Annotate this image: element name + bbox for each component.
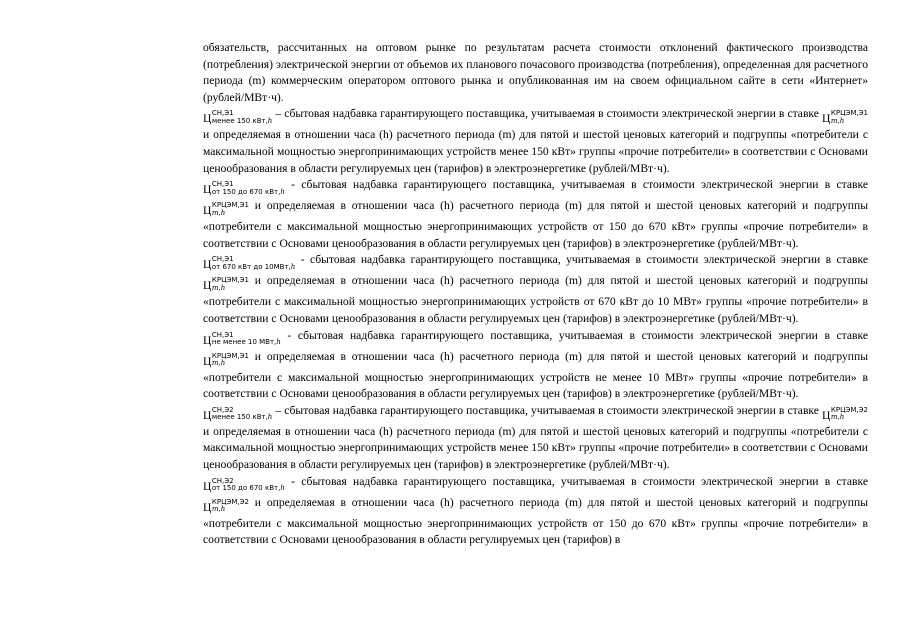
definition-text: и определяемая в отношении часа (h) расчетного периода (m) для пятой и шестой ценовых категорий и подгруппы «потребители с максимальной мощностью энергопринимающих устройств от 670 кВт до 10 МВт» группы «прочие потребители» в соответствии с Основами ценообразования в области регулируемых цен (тарифов) в электроэнергетике (рублей/МВт·ч).	[203, 274, 868, 325]
markup-symbol-formula	[203, 476, 285, 495]
krcem-symbol-subscript: m,h	[211, 505, 226, 513]
markup-symbol-subscript-h: h	[290, 262, 296, 271]
markup-symbol-symbol: Ц	[203, 479, 212, 493]
markup-symbol-subscript: от 150 до 670 кВт,	[211, 187, 281, 196]
markup-symbol-subscript-h: h	[267, 413, 273, 422]
markup-symbol-subscript: не менее 10 МВт,	[211, 338, 277, 347]
krcem-symbol-symbol: Ц	[203, 354, 212, 368]
definition-lead: – сбытовая надбавка гарантирующего поставщика, учитываемая в стоимости электрической энергии в ставке	[272, 403, 822, 417]
krcem-symbol-superscript: КРЦЭМ,Э2	[211, 497, 249, 506]
krcem-symbol-subscript-line	[831, 118, 868, 126]
krcem-symbol-formula	[822, 111, 868, 127]
definition-paragraph	[203, 177, 868, 252]
krcem-symbol-subscript: m,h	[211, 208, 226, 217]
krcem-symbol-indices	[831, 110, 868, 125]
markup-symbol-subscript-line	[212, 339, 281, 347]
krcem-symbol-subscript-line	[212, 360, 249, 368]
markup-symbol-subscript-line	[212, 118, 272, 126]
krcem-symbol-symbol: Ц	[822, 112, 831, 126]
definition-text: и определяемая в отношении часа (h) расчетного периода (m) для пятой и шестой ценовых категорий и подгруппы «потребители с максимальной мощностью энергопринимающих устройств от 150 до 670 кВт» группы «прочие потребители» в соответствии с Основами ценообразования в области регулируемых цен (тарифов) в электроэнергетике (рублей/МВт·ч).	[203, 199, 868, 250]
krcem-symbol-formula	[203, 351, 249, 370]
document-body	[203, 40, 868, 549]
definition-text: и определяемая в отношении часа (h) расчетного периода (m) для пятой и шестой ценовых категорий и подгруппы «потребители с максимальной мощностью энергопринимающих устройств от 150 до 670 кВт» группы «прочие потребители» в соответствии с Основами ценообразования в области регулируемых цен (тарифов) в	[203, 495, 868, 547]
markup-symbol-formula	[203, 405, 273, 424]
definition-lead: - сбытовая надбавка гарантирующего поставщика, учитываемая в стоимости электрической энергии в ставке	[295, 253, 868, 267]
markup-symbol-superscript: СН,Э2	[211, 405, 234, 414]
krcem-symbol-symbol: Ц	[822, 408, 831, 422]
markup-symbol-subscript: менее 150 кВт,	[211, 413, 268, 422]
markup-symbol-subscript-h: h	[280, 484, 285, 492]
markup-symbol-formula	[203, 111, 272, 127]
markup-symbol-subscript: менее 150 кВт,	[211, 116, 268, 125]
markup-symbol-symbol: Ц	[203, 258, 212, 272]
markup-symbol-superscript: СН,Э2	[211, 476, 234, 485]
markup-symbol-symbol: Ц	[203, 112, 212, 126]
markup-symbol-subscript-h: h	[280, 187, 285, 196]
definition-paragraph	[203, 328, 868, 403]
definition-paragraph	[203, 252, 868, 327]
definition-lead: - сбытовая надбавка гарантирующего поставщика, учитываемая в стоимости электрической энергии в ставке	[280, 328, 868, 342]
markup-symbol-superscript: СН,Э1	[211, 109, 234, 118]
definition-text: и определяемая в отношении часа (h) расчетного периода (m) для пятой и шестой ценовых категорий и подгруппы «потребители с максимальной мощностью энергопринимающих устройств менее 150 кВт» группы «прочие потребители» в соответствии с Основами ценообразования в области регулируемых цен (тарифов) в электроэнергетике (рублей/МВт·ч).	[203, 424, 868, 471]
definition-text: и определяемая в отношении часа (h) расчетного периода (m) для пятой и шестой ценовых категорий и подгруппы «потребители с максимальной мощностью энергопринимающих устройств менее 150 кВт» группы «прочие потребители» в соответствии с Основами ценообразования в области регулируемых цен (тарифов) в электроэнергетике (рублей/МВт·ч).	[203, 128, 868, 175]
markup-symbol-indices	[212, 181, 285, 196]
krcem-symbol-subscript: m,h	[830, 413, 845, 422]
markup-symbol-formula	[203, 330, 281, 349]
krcem-symbol-superscript: КРЦЭМ,Э2	[830, 405, 868, 414]
krcem-symbol-formula	[203, 497, 249, 516]
markup-symbol-subscript-h: h	[276, 338, 281, 347]
markup-symbol-indices	[212, 332, 281, 347]
definition-lead: - сбытовая надбавка гарантирующего поставщика, учитываемая в стоимости электрической энергии в ставке	[284, 474, 868, 488]
krcem-symbol-subscript: m,h	[211, 359, 226, 368]
krcem-symbol-symbol: Ц	[203, 204, 212, 218]
markup-symbol-symbol: Ц	[203, 408, 212, 422]
definition-lead: - сбытовая надбавка гарантирующего поставщика, учитываемая в стоимости электрической энергии в ставке	[284, 178, 868, 192]
krcem-symbol-superscript: КРЦЭМ,Э1	[211, 351, 249, 360]
krcem-symbol-symbol: Ц	[203, 500, 212, 514]
krcem-symbol-subscript-line	[831, 414, 868, 422]
markup-symbol-indices	[212, 407, 272, 422]
krcem-symbol-subscript: m,h	[830, 116, 845, 125]
krcem-symbol-indices	[212, 277, 249, 292]
definition-list	[203, 106, 868, 548]
markup-symbol-subscript-line	[212, 189, 285, 197]
krcem-symbol-symbol: Ц	[203, 279, 212, 293]
krcem-symbol-subscript-line	[212, 285, 249, 293]
markup-symbol-subscript-h: h	[267, 116, 273, 125]
markup-symbol-symbol: Ц	[203, 333, 212, 347]
definition-paragraph	[203, 474, 868, 549]
markup-symbol-subscript: от 150 до 670 кВт,	[211, 484, 281, 492]
krcem-symbol-formula	[203, 278, 249, 294]
definition-text: и определяемая в отношении часа (h) расчетного периода (m) для пятой и шестой ценовых категорий и подгруппы «потребители с максимальной мощностью энергопринимающих устройств не менее 10 МВт» группы «прочие потребители» в соответствии с Основами ценообразования в области регулируемых цен (тарифов) в электроэнергетике (рублей/МВт·ч).	[203, 349, 868, 401]
markup-symbol-subscript: от 670 кВт до 10МВт,	[211, 262, 291, 271]
markup-symbol-indices	[212, 256, 295, 271]
krcem-symbol-formula	[203, 203, 249, 219]
definition-lead: – сбытовая надбавка гарантирующего поставщика, учитываемая в стоимости электрической энергии в ставке	[272, 107, 822, 121]
krcem-symbol-superscript: КРЦЭМ,Э1	[211, 201, 249, 210]
krcem-symbol-formula	[822, 405, 868, 424]
markup-symbol-symbol: Ц	[203, 183, 212, 197]
krcem-symbol-indices	[212, 353, 249, 368]
intro-paragraph: обязательств, рассчитанных на оптовом рынке по результатам расчета стоимости отклонений фактического производства (потребления) электрической энергии от объемов их планового почасового производства (потребления), определенная для расчетного периода (m) коммерческим оператором оптового рынка и опубликованная им на своем официальном сайте в сети «Интернет» (рублей/МВт·ч).	[203, 41, 868, 104]
markup-symbol-formula	[203, 182, 285, 198]
markup-symbol-superscript: СН,Э1	[211, 330, 234, 339]
krcem-symbol-subscript: m,h	[211, 283, 226, 292]
krcem-symbol-superscript: КРЦЭМ,Э1	[211, 276, 249, 285]
krcem-symbol-indices	[212, 202, 249, 217]
markup-symbol-formula	[203, 257, 295, 273]
markup-symbol-superscript: СН,Э1	[211, 255, 234, 264]
krcem-symbol-superscript: КРЦЭМ,Э1	[830, 109, 868, 118]
markup-symbol-subscript-line	[212, 414, 272, 422]
markup-symbol-subscript-line	[212, 485, 285, 493]
markup-symbol-indices	[212, 478, 285, 493]
markup-symbol-subscript-line	[212, 264, 295, 272]
krcem-symbol-indices	[212, 499, 249, 514]
markup-symbol-indices	[212, 110, 272, 125]
definition-paragraph	[203, 403, 868, 474]
definition-paragraph	[203, 106, 868, 177]
markup-symbol-superscript: СН,Э1	[211, 180, 234, 189]
krcem-symbol-subscript-line	[212, 210, 249, 218]
krcem-symbol-subscript-line	[212, 506, 249, 514]
krcem-symbol-indices	[831, 407, 868, 422]
